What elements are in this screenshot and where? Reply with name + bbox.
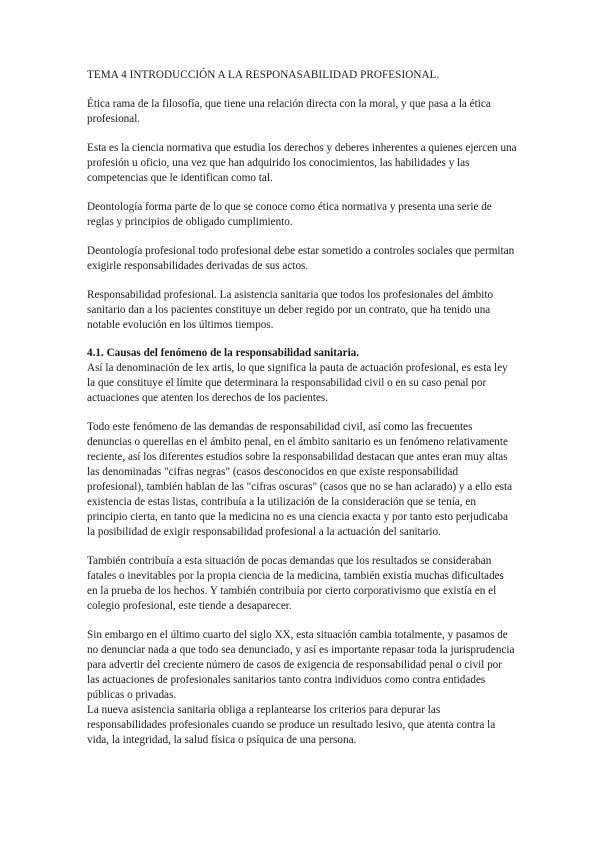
document-title: TEMA 4 INTRODUCCIÓN A LA RESPONASABILIDAD PROFESIONAL. (87, 69, 440, 81)
paragraph-lex-artis: Así la denominación de lex artis, lo que significa la pauta de actuación profesional, es esta ley la que constituye el límite que determinara la responsabilidad civil o en su caso penal por actuaciones que atenten los derechos de los pacientes. (87, 362, 508, 404)
paragraph-fenomeno-demandas: Todo este fenómeno de las demandas de responsabilidad civil, así como las frecuentes denuncias o querellas en el ámbito penal, en el ámbito sanitario es un fenómeno relativamente reciente, así los diferentes estudios sobre la responsabilidad destacan que antes eran muy altas las denominadas "cifras negras" (casos desconocidos en que existe responsabilidad profesional), también hablan de las "cifras oscuras" (casos que no se han aclarado) y a ello esta existencia de estas listas, contribuía a la utilización de la consideración que se tenía, en principio cierta, en tanto que la medicina no es una ciencia exacta y por tanto esto perjudicaba la posibilidad de exigir responsabilidad profesional a la actuación del sanitario. (87, 421, 513, 538)
paragraph-siglo-xx: Sin embargo en el último cuarto del siglo XX, esta situación cambia totalmente, y pasamos de no denunciar nada a que todo sea denunciado, y así es importante repasar toda la jurisprudencia para advertir del creciente número de casos de exigencia de responsabilidad penal o civil por las actuaciones de profesionales sanitarios tanto contra individuos como contra entidades públicas o privadas. (87, 629, 515, 701)
paragraph-pocas-demandas: También contribuía a esta situación de pocas demandas que los resultados se consideraban fatales o inevitables por la propia ciencia de la medicina, también existía muchas dificultades en la prueba de los hechos. Y también contribuía por cierto corporativismo que existía en el colegio profesional, este tiende a desaparecer. (87, 555, 504, 612)
paragraph-ciencia-normativa: Esta es la ciencia normativa que estudia los derechos y deberes inherentes a quienes ejercen una profesión u oficio, una vez que han adquirido los conocimientos, las habilidades y las competencias que le identifican como tal. (87, 142, 517, 184)
paragraph-nueva-asistencia: La nueva asistencia sanitaria obliga a replantearse los criterios para depurar las responsabilidades profesionales cuando se produce un resultado lesivo, que atenta contra la vida, la integridad, la salud física o psíquica de una persona. (87, 704, 496, 746)
paragraph-deontologia: Deontología forma parte de lo que se conoce como ética normativa y presenta una serie de reglas y principios de obligado cumplimiento. (87, 201, 492, 228)
paragraph-responsabilidad-profesional: Responsabilidad profesional. La asistencia sanitaria que todos los profesionales del ámbito sanitario dan a los pacientes constituye un deber regido por un contrato, que ha tenido una notable evolución en los últimos tiempos. (87, 289, 494, 331)
paragraph-deontologia-profesional: Deontología profesional todo profesional debe estar sometido a controles sociales que permitan exigirle responsabilidades derivadas de sus actos. (87, 245, 515, 272)
document-content (87, 68, 517, 748)
section-heading: 4.1. Causas del fenómeno de la responsabilidad sanitaria. (87, 347, 360, 359)
paragraph-etica: Ética rama de la filosofía, que tiene una relación directa con la moral, y que pasa a la ética profesional. (87, 98, 491, 125)
